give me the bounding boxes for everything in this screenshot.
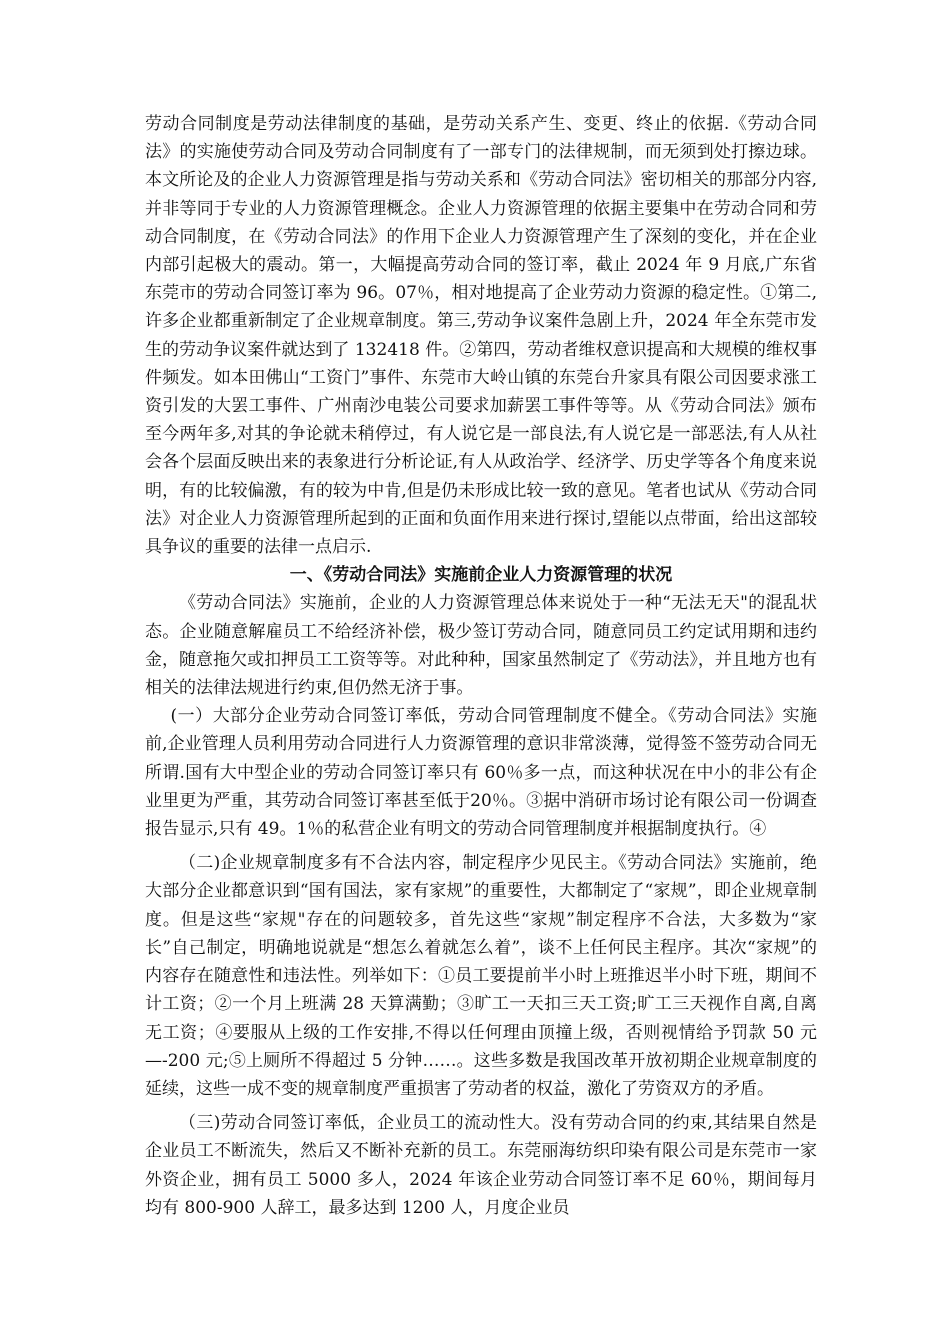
item-1-paragraph: (一）大部分企业劳动合同签订率低，劳动合同管理制度不健全。《劳动合同法》实施前,企业管理人员利用劳动合同进行人力资源管理的意识非常淡薄，觉得签不签劳动合同无所谓.国有大中型企业的劳动合同签订率只有 60％多一点，而这种状况在中小的非公有企业里更为严重，其劳动合同签订率甚至低于20％。③据中消研市场讨论有限公司一份调查报告显示,只有 49。1％的私营企业有明文的劳动合同管理制度并根据制度执行。④: [145, 706, 817, 840]
document-body: [145, 110, 817, 1222]
intro-paragraph: 劳动合同制度是劳动法律制度的基础，是劳动关系产生、变更、终止的依据.《劳动合同法》的实施使劳动合同及劳动合同制度有了一部专门的法律规制，而无须到处打擦边球。本文所论及的企业人力资源管理是指与劳动关系和《劳动合同法》密切相关的那部分内容,并非等同于专业的人力资源管理概念。企业人力资源管理的依据主要集中在劳动合同和劳动合同制度，在《劳动合同法》的作用下企业人力资源管理产生了深刻的变化，并在企业内部引起极大的震动。第一，大幅提高劳动合同的签订率，截止 2024 年 9 月底,广东省东莞市的劳动合同签订率为 96。07％，相对地提高了企业劳动力资源的稳定性。①第二,许多企业都重新制定了企业规章制度。第三,劳动争议案件急剧上升，2024 年全东莞市发生的劳动争议案件就达到了 132418 件。②第四，劳动者维权意识提高和大规模的维权事件频发。如本田佛山“工资门”事件、东莞市大岭山镇的东莞台升家具有限公司因要求涨工资引发的大罢工事件、广州南沙电装公司要求加薪罢工事件等等。从《劳动合同法》颁布至今两年多,对其的争论就未稍停过，有人说它是一部良法,有人说它是一部恶法,有人从社会各个层面反映出来的表象进行分析论证,有人从政治学、经济学、历史学等各个角度来说明，有的比较偏激，有的较为中肯,但是仍未形成比较一致的意见。笔者也试从《劳动合同法》对企业人力资源管理所起到的正面和负面作用来进行探讨,望能以点带面，给出这部较具争议的重要的法律一点启示.: [145, 114, 817, 558]
section-heading: 一、《劳动合同法》实施前企业人力资源管理的状况: [289, 565, 673, 586]
section-intro-paragraph: 《劳动合同法》实施前，企业的人力资源管理总体来说处于一种“无法无天"的混乱状态。企业随意解雇员工不给经济补偿，极少签订劳动合同，随意同员工约定试用期和违约金，随意拖欠或扣押员工工资等等。对此种种，国家虽然制定了《劳动法》，并且地方也有相关的法律法规进行约束,但仍然无济于事。: [145, 593, 817, 699]
item-2-paragraph: （二)企业规章制度多有不合法内容，制定程序少见民主。《劳动合同法》实施前，绝大部分企业都意识到“国有国法，家有家规”的重要性，大都制定了“家规”，即企业规章制度。但是这些“家规"存在的问题较多，首先这些“家规”制定程序不合法，大多数为“家长”自己制定，明确地说就是“想怎么着就怎么着”，谈不上任何民主程序。其次“家规”的内容存在随意性和违法性。列举如下：①员工要提前半小时上班推迟半小时下班，期间不计工资；②一个月上班满 28 天算满勤；③旷工一天扣三天工资;旷工三天视作自离,自离无工资；④要服从上级的工作安排,不得以任何理由顶撞上级，否则视情给予罚款 50 元—-200 元;⑤上厕所不得超过 5 分钟……。这些多数是我国改革开放初期企业规章制度的延续，这些一成不变的规章制度严重损害了劳动者的权益，激化了劳资双方的矛盾。: [145, 853, 817, 1099]
item-3-paragraph: （三)劳动合同签订率低，企业员工的流动性大。没有劳动合同的约束,其结果自然是企业员工不断流失，然后又不断补充新的员工。东莞丽海纺织印染有限公司是东莞市一家外资企业，拥有员工 5000 多人，2024 年该企业劳动合同签订率不足 60％，期间每月均有 800-900 人辞工，最多达到 1200 人，月度企业员: [145, 1113, 817, 1218]
